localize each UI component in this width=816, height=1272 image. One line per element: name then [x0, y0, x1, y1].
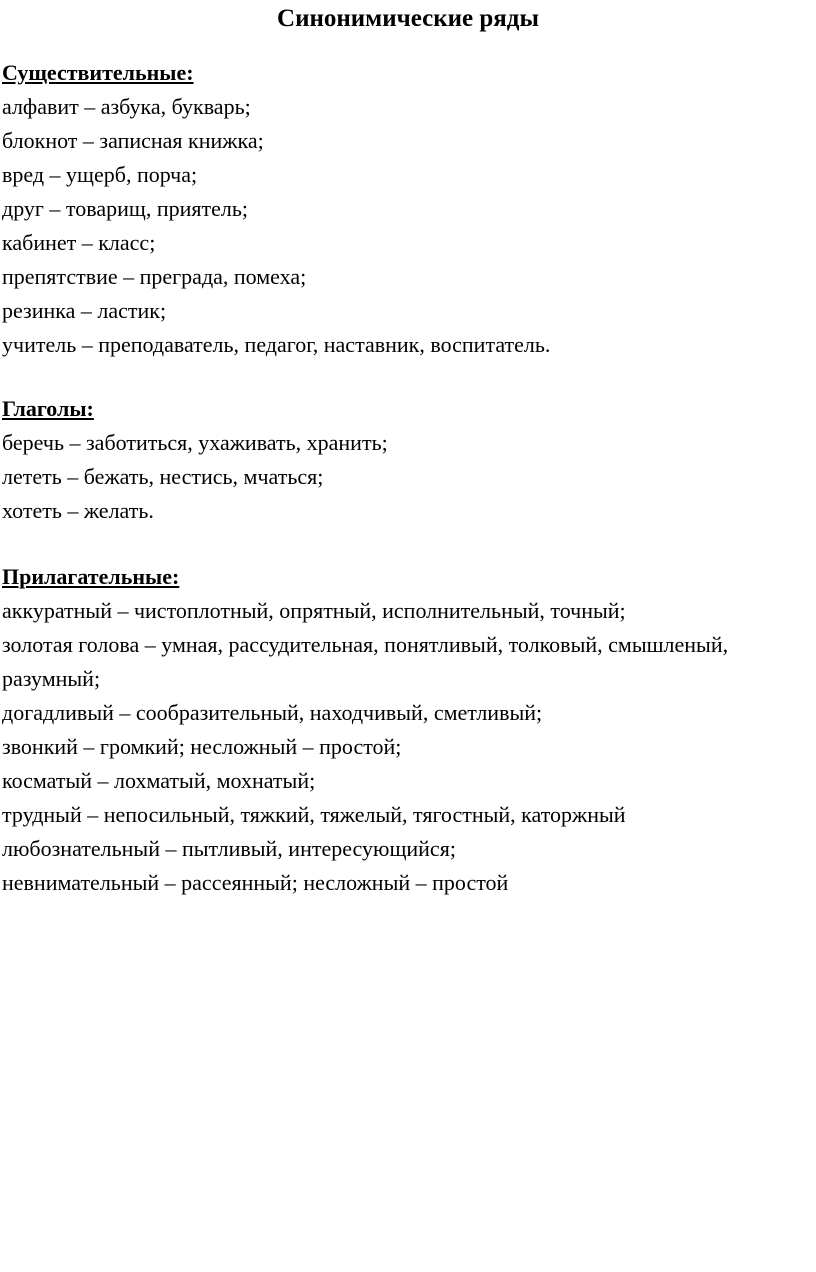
- synonym-line: догадливый – сообразительный, находчивый, сметливый;: [2, 700, 543, 725]
- synonym-line: звонкий – громкий; несложный – простой;: [2, 734, 402, 759]
- section-verbs: [2, 392, 816, 528]
- section-adjectives: [2, 560, 816, 900]
- synonym-line: вред – ущерб, порча;: [2, 162, 198, 187]
- page-title: Синонимические ряды: [277, 5, 539, 32]
- synonym-line: косматый – лохматый, мохнатый;: [2, 768, 316, 793]
- synonym-line: учитель – преподаватель, педагог, наставник, воспитатель.: [2, 332, 551, 357]
- section-heading-nouns: Существительные:: [2, 60, 194, 85]
- synonym-line: резинка – ластик;: [2, 298, 167, 323]
- synonym-line: алфавит – азбука, букварь;: [2, 94, 251, 119]
- section-nouns: [2, 56, 816, 362]
- synonym-line: лететь – бежать, нестись, мчаться;: [2, 464, 324, 489]
- synonym-line: золотая голова – умная, рассудительная, понятливый, толковый, смышленый,: [2, 632, 729, 657]
- section-heading-adjectives: Прилагательные:: [2, 564, 180, 589]
- synonym-line: невнимательный – рассеянный; несложный – простой: [2, 870, 509, 895]
- synonym-line: друг – товарищ, приятель;: [2, 196, 248, 221]
- synonym-line: беречь – заботиться, ухаживать, хранить;: [2, 430, 388, 455]
- synonym-line: препятствие – преграда, помеха;: [2, 264, 307, 289]
- synonym-line: хотеть – желать.: [2, 498, 154, 523]
- synonym-line: любознательный – пытливый, интересующийся;: [2, 836, 456, 861]
- synonym-line: трудный – непосильный, тяжкий, тяжелый, тягостный, каторжный: [2, 802, 626, 827]
- synonym-line: кабинет – класс;: [2, 230, 156, 255]
- synonym-line: аккуратный – чистоплотный, опрятный, исполнительный, точный;: [2, 598, 626, 623]
- synonym-line: блокнот – записная книжка;: [2, 128, 264, 153]
- synonym-line: разумный;: [2, 666, 101, 691]
- section-heading-verbs: Глаголы:: [2, 396, 94, 421]
